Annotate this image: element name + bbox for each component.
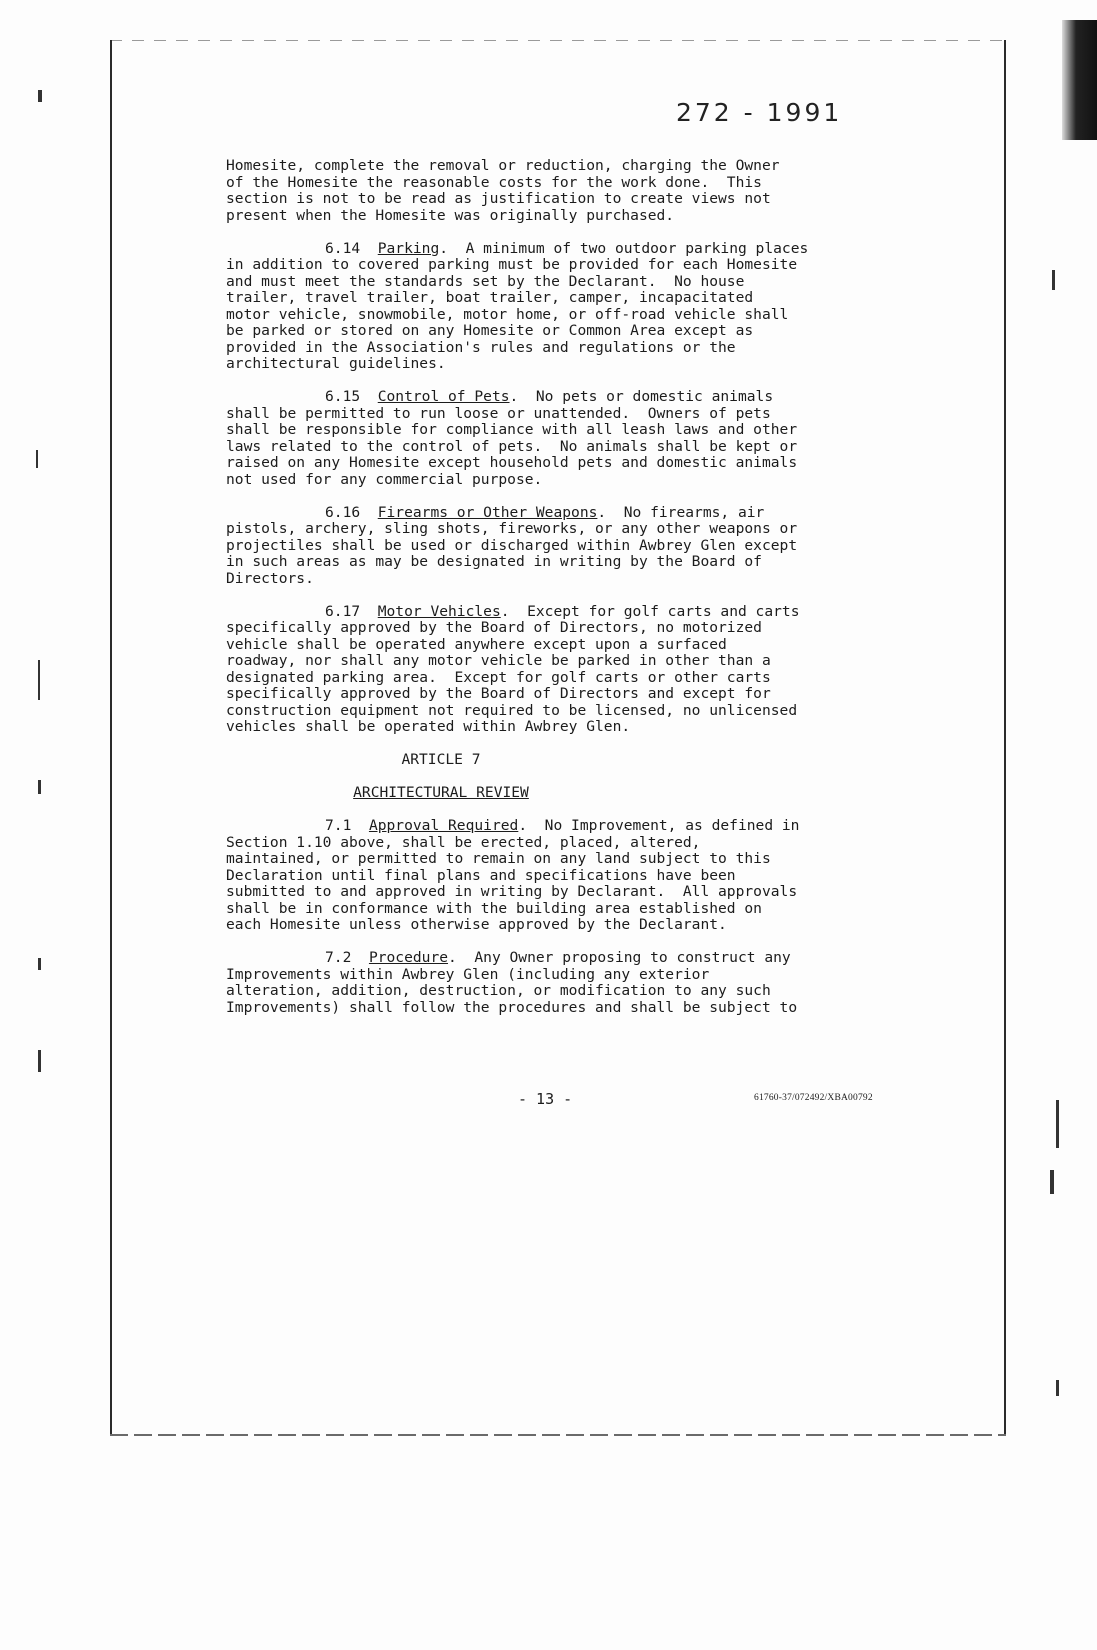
text-line: . No firearms, air (597, 503, 765, 521)
section-number: 6.16 (325, 503, 361, 521)
section-heading: Motor Vehicles (377, 602, 501, 620)
text-line: submitted to and approved in writing by Declarant. All approvals (226, 883, 798, 900)
text-line: not used for any commercial purpose. (226, 470, 543, 488)
text-line: maintained, or permitted to remain on any land subject to this (226, 850, 771, 867)
text-line: . No pets or domestic animals (509, 388, 774, 405)
text-line: Improvements) shall follow the procedures and shall be subject to (226, 998, 798, 1016)
scan-speck (36, 450, 38, 468)
text-line: alteration, addition, destruction, or modification to any such (226, 982, 771, 999)
text-line: present when the Homesite was originally purchased. (226, 206, 675, 224)
text-line: . Except for golf carts and carts (500, 602, 800, 620)
text-line: Declaration until final plans and specifications have been (226, 866, 736, 884)
scan-speck (1056, 1100, 1059, 1148)
section-heading: Control of Pets (377, 388, 510, 405)
scan-speck (1050, 1170, 1054, 1194)
section-number: 6.15 (325, 388, 361, 405)
text-line: . A minimum of two outdoor parking places (439, 239, 809, 257)
text-line: vehicle shall be operated anywhere except upon a surfaced (226, 635, 727, 653)
article-heading-block (226, 752, 886, 769)
section-heading: Approval Required (368, 817, 519, 834)
document-body (226, 158, 886, 1033)
section-number: 6.17 (325, 602, 361, 620)
text-line: roadway, nor shall any motor vehicle be parked in other than a (226, 652, 771, 669)
text-line: Improvements within Awbrey Glen (including any exterior (226, 965, 710, 983)
section-number: 6.14 (325, 239, 361, 257)
scan-edge-shadow (1062, 20, 1097, 140)
frame-right-line (1004, 40, 1006, 1435)
frame-top-line (110, 40, 1006, 41)
article-title-block (226, 785, 886, 802)
text-line: shall be permitted to run loose or unattended. Owners of pets (226, 404, 771, 422)
text-line: motor vehicle, snowmobile, motor home, or off-road vehicle shall (226, 305, 789, 323)
section-7-1 (226, 818, 886, 934)
section-7-2 (226, 950, 886, 1016)
text-line: . Any Owner proposing to construct any (448, 949, 791, 966)
document-code: 61760-37/072492/XBA00792 (754, 1093, 873, 1103)
paragraph-continuation (226, 158, 886, 224)
text-line: shall be in conformance with the building area established on (226, 899, 762, 917)
recording-stamp: 272 - 1991 (676, 98, 843, 127)
section-heading: Parking (377, 239, 440, 257)
text-line: architectural guidelines. (226, 355, 446, 372)
text-line: of the Homesite the reasonable costs for the work done. This (226, 173, 762, 191)
article-title: ARCHITECTURAL REVIEW (353, 784, 529, 801)
text-line: Section 1.10 above, shall be erected, placed, altered, (226, 833, 701, 851)
scan-speck (38, 660, 40, 700)
section-number: 7.1 (325, 817, 352, 834)
text-line: in such areas as may be designated in writing by the Board of (226, 553, 762, 570)
section-6-14 (226, 241, 886, 373)
text-line: Homesite, complete the removal or reduction, charging the Owner (226, 157, 780, 174)
section-heading: Firearms or Other Weapons (377, 503, 598, 521)
section-heading: Procedure (368, 949, 449, 966)
scan-speck (38, 1050, 41, 1072)
text-line: be parked or stored on any Homesite or Common Area except as (226, 322, 754, 339)
page-number: - 13 - (518, 1090, 573, 1108)
text-line: projectiles shall be used or discharged within Awbrey Glen except (226, 536, 798, 554)
section-6-16 (226, 505, 886, 588)
text-line: laws related to the control of pets. No animals shall be kept or (226, 437, 798, 455)
scan-speck (1056, 1380, 1059, 1396)
text-line: trailer, travel trailer, boat trailer, camper, incapacitated (226, 289, 754, 306)
text-line: provided in the Association's rules and regulations or the (226, 338, 736, 356)
text-line: vehicles shall be operated within Awbrey Glen. (226, 718, 631, 735)
scan-speck (1052, 270, 1055, 290)
text-line: section is not to be read as justification to create views not (226, 190, 771, 207)
text-line: specifically approved by the Board of Directors and except for (226, 685, 771, 702)
text-line: pistols, archery, sling shots, fireworks, or any other weapons or (226, 520, 798, 537)
text-line: construction equipment not required to be licensed, no unlicensed (226, 701, 798, 719)
text-line: raised on any Homesite except household pets and domestic animals (226, 454, 798, 471)
text-line: in addition to covered parking must be provided for each Homesite (226, 256, 798, 273)
scan-speck (38, 958, 41, 970)
text-line: designated parking area. Except for golf carts or other carts (226, 668, 771, 686)
text-line: each Homesite unless otherwise approved by the Declarant. (226, 916, 727, 933)
scan-speck (38, 90, 42, 102)
text-line: Directors. (226, 569, 314, 587)
article-label: ARTICLE 7 (401, 751, 481, 768)
frame-left-line (110, 40, 112, 1435)
section-number: 7.2 (325, 949, 352, 966)
text-line: and must meet the standards set by the Declarant. No house (226, 272, 745, 290)
section-6-15 (226, 389, 886, 488)
frame-bottom-line (110, 1434, 1006, 1436)
text-line: . No Improvement, as defined in (518, 817, 800, 834)
text-line: specifically approved by the Board of Directors, no motorized (226, 619, 762, 636)
text-line: shall be responsible for compliance with all leash laws and other (226, 421, 798, 438)
scan-speck (38, 780, 41, 794)
section-6-17 (226, 604, 886, 736)
